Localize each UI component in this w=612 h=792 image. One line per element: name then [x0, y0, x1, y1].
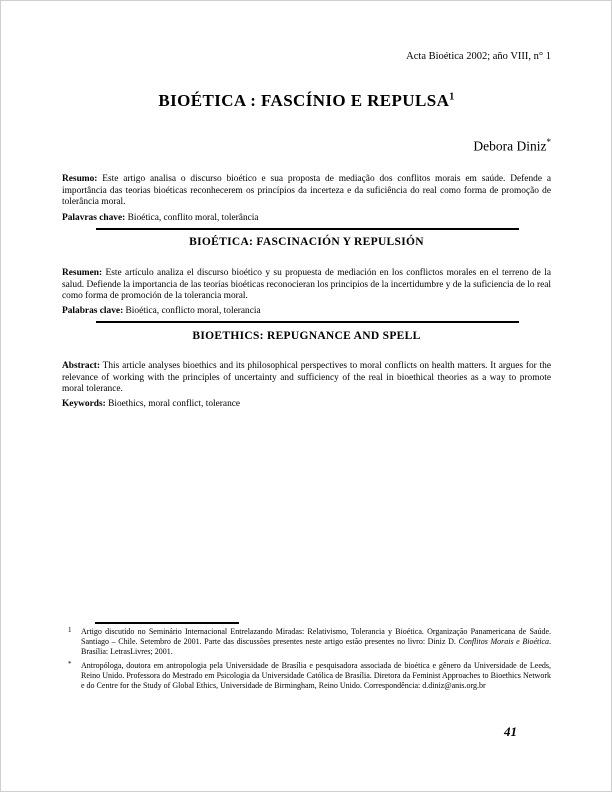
paper-title-text: BIOÉTICA : FASCÍNIO E REPULSA: [158, 91, 450, 110]
footnote-1-text: Artigo discutido no Seminário Internacional Entrelazando Miradas: Relativismo, Tolerancia y Bioética. Organização Panamericana de Saúde. Santiago – Chile. Setembro de 2001. Parte das discussões presentes neste artigo estão presentes no livro: Diniz D.: [81, 627, 551, 647]
footnote-author-text: Antropóloga, doutora em antropologia pela Universidade de Brasília e pesquisadora associada de bioética e gênero da Universidade de Leeds, Reino Unido. Professora do Mestrado em Psicologia da Universidade Católica de Brasília. Diretora da Feminist Approaches to Bioethics Network e do Centre for the Study of Global Ethics, Universidade de Birmingham, Reino Unido. Correspondência: d.diniz@anis.org.br: [81, 661, 551, 691]
section-divider-rule-es: [96, 228, 519, 230]
abstract-en-label: Abstract:: [62, 361, 101, 372]
keywords-es-label: Palabras clave:: [62, 306, 124, 317]
keywords-pt-label: Palavras chave:: [62, 213, 126, 224]
keywords-en-label: Keywords:: [62, 399, 106, 410]
page-number: 41: [504, 724, 517, 739]
abstract-en-text: This article analyses bioethics and its philosophical perspectives to moral conflicts on health matters. It argues for the relevance of working with the principles of uncertainty and sufficiency of the real in bioethical theories as a way to promote moral tolerance.: [62, 361, 551, 395]
abstract-es-label: Resumen:: [62, 268, 103, 279]
abstract-pt-text: Este artigo analisa o discurso bioético e sua proposta de mediação dos conflitos morais em saúde. Defende a importância das teorias bioéticas reconhecerem os princípios da incerteza e da suficiência do real como forma de promoção de tolerância moral.: [62, 174, 551, 208]
keywords-es: [62, 306, 551, 317]
footnote-author: [62, 661, 551, 692]
abstract-en: [62, 361, 551, 395]
keywords-en-text: Bioethics, moral conflict, tolerance: [105, 399, 241, 410]
keywords-en: [62, 399, 551, 410]
abstract-pt: [62, 174, 551, 208]
abstract-pt-label: Resumo:: [62, 174, 98, 185]
section-heading-en: BIOETHICS: REPUGNANCE AND SPELL: [192, 330, 421, 342]
paper-title: [62, 91, 551, 111]
keywords-pt: [62, 213, 551, 224]
keywords-pt-text: Bioética, conflito moral, tolerância: [125, 213, 259, 224]
footnote-1: [62, 627, 551, 658]
keywords-es-text: Bioética, conflicto moral, tolerancia: [123, 306, 261, 317]
footnote-separator-rule: [95, 622, 239, 624]
section-divider-rule-en: [96, 321, 519, 323]
abstract-es: [62, 268, 551, 302]
author-name: Debora Diniz: [473, 138, 547, 154]
journal-header: Acta Bioética 2002; año VIII, n° 1: [406, 51, 551, 62]
section-heading-es: BIOÉTICA: FASCINACIÓN Y REPULSIÓN: [189, 236, 424, 248]
abstract-es-text: Este artículo analiza el discurso bioético y su propuesta de mediación en los conflictos morales en el terreno de la salud. Defiende la importancia de las teorías bioéticas reconocieran los principios de la incertidumbre y de la suficiencia de lo real como forma de promoción de la tolerancia moral.: [62, 268, 551, 302]
author-line: [62, 137, 551, 155]
footnote-1-text-after: . Brasília: LetrasLivres; 2001.: [81, 637, 551, 657]
footnote-author-mark: *: [68, 660, 72, 668]
author-footnote-mark: *: [546, 137, 551, 147]
title-footnote-mark: 1: [449, 91, 455, 103]
footnote-1-book-title: Conflitos Morais e Bioética: [458, 637, 549, 647]
footnote-1-mark: 1: [68, 626, 72, 634]
